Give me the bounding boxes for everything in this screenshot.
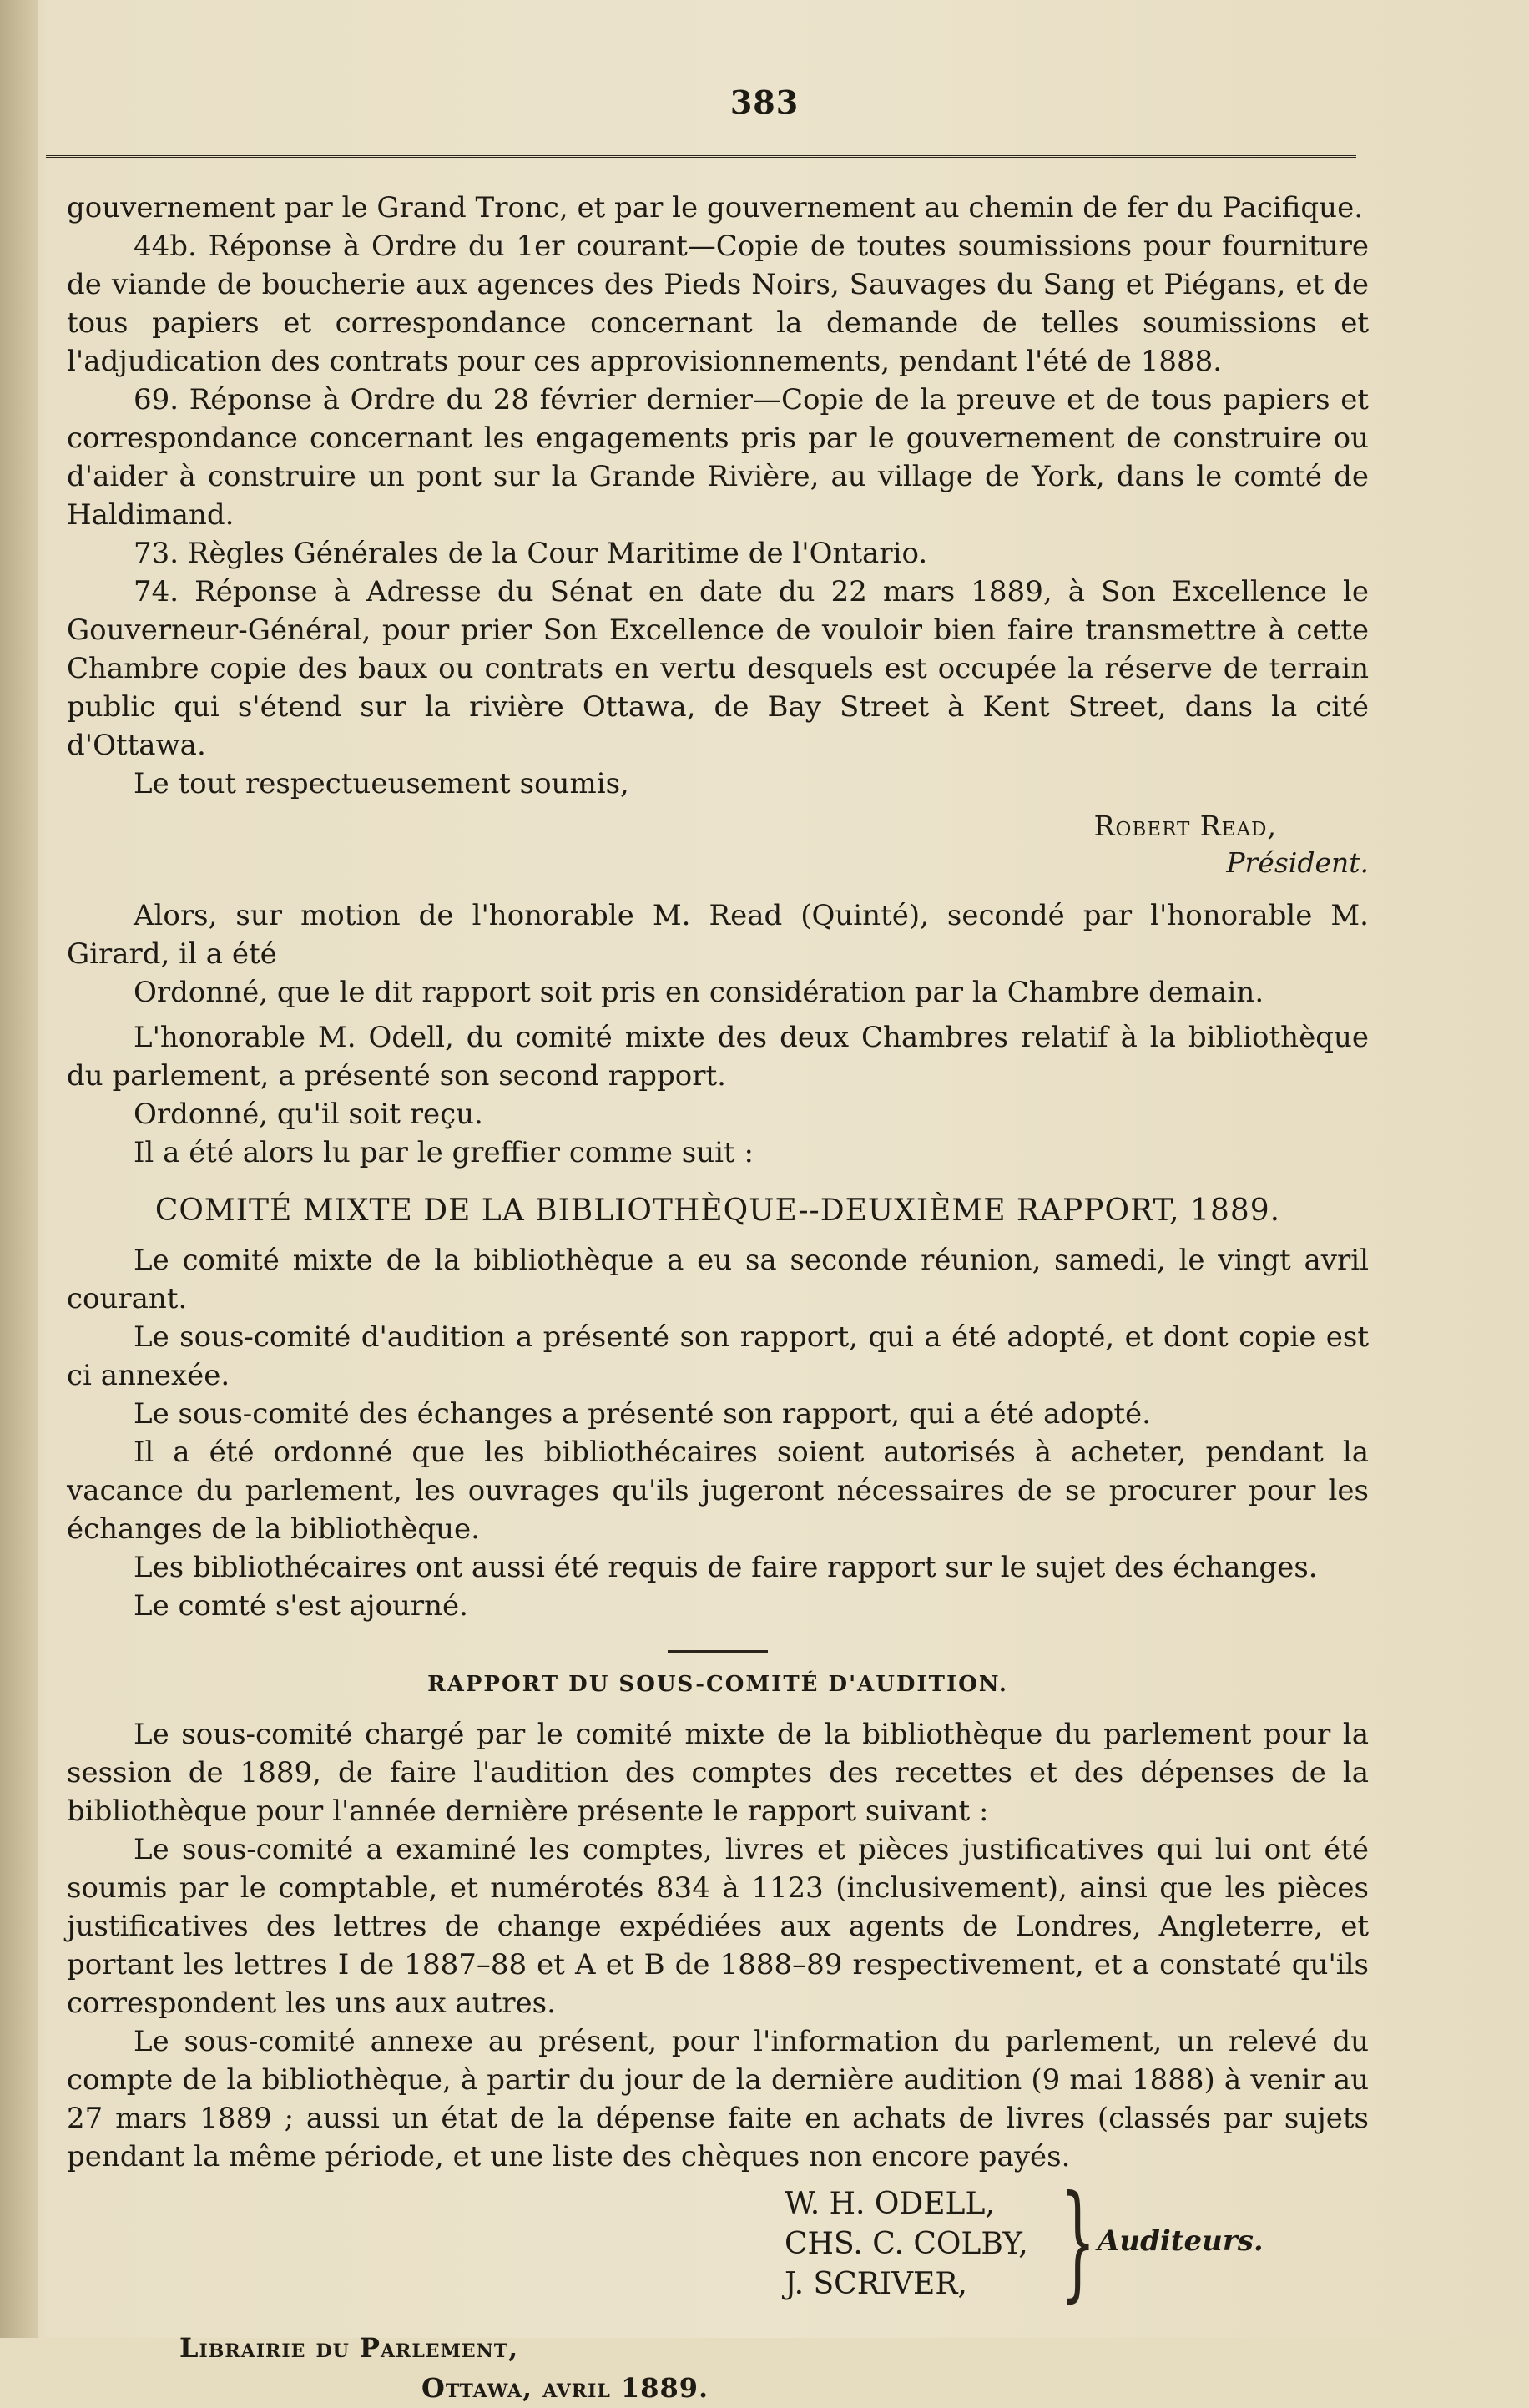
auditor-name: J. SCRIVER, — [785, 2267, 967, 2301]
brace-symbol: } — [1060, 2169, 1096, 2315]
paragraph: Le sous-comité d'audition a présenté son rapport, qui a été adopté, et dont copie est ci annexée. — [67, 1320, 1369, 1392]
auditors-label: Auditeurs. — [1098, 2224, 1264, 2258]
paragraph: Le comité mixte de la bibliothèque a eu sa seconde réunion, samedi, le vingt avril courant. — [67, 1244, 1369, 1315]
top-paragraphs — [67, 189, 1369, 803]
report-heading: COMITÉ MIXTE DE LA BIBLIOTHÈQUE--DEUXIÈME RAPPORT, 1889. — [154, 1194, 1281, 1228]
paragraph: Ordonné, que le dit rapport soit pris en considération par la Chambre demain. — [134, 976, 1264, 1009]
report-paragraphs — [67, 1241, 1369, 1625]
signature-title: Président. — [1226, 846, 1369, 879]
signature-name: Robert Read, — [1093, 810, 1277, 842]
paragraph: 73. Règles Générales de la Cour Maritime de l'Ontario. — [134, 537, 928, 570]
paragraph: Le tout respectueusement soumis, — [134, 767, 629, 800]
paragraph: L'honorable M. Odell, du comité mixte des deux Chambres relatif à la bibliothèque du parlement, a présenté son second rapport. — [67, 1021, 1369, 1093]
audit-paragraphs — [67, 1715, 1369, 2176]
paragraph: Le sous-comité a examiné les comptes, livres et pièces justificatives qui lui ont été soumis par le comptable, et numérotés 834 à 1123 (inclusivement), ainsi que les pièces justificatives des lettres de change expédiées aux agents de Londres, Angleterre, et portant les lettres I de 1887–88 et A et B de 1888–89 respectivement, et a constaté qu'ils correspondent les uns aux autres. — [67, 1833, 1369, 2020]
paragraph: 44b. Réponse à Ordre du 1er courant—Copie de toutes soumissions pour fourniture de viande de boucherie aux agences des Pieds Noirs, Sauvages du Sang et Piégans, et de tous papiers et correspondance concernant la demande de telles soumissions et l'adjudication des contrats pour ces approvisionnements, pendant l'été de 1888. — [67, 230, 1369, 378]
middle-paragraphs — [67, 896, 1369, 1172]
page-content — [67, 189, 1369, 2408]
paragraph: Les bibliothécaires ont aussi été requis de faire rapport sur le sujet des échanges. — [134, 1551, 1318, 1584]
header-rule — [46, 155, 1356, 158]
paragraph: Il a été alors lu par le greffier comme suit : — [134, 1136, 754, 1169]
paragraph: Le sous-comité des échanges a présenté son rapport, qui a été adopté. — [134, 1397, 1151, 1431]
date-line: Ottawa, avril 1889. — [421, 2372, 709, 2404]
place-date-block — [67, 2328, 1369, 2408]
binding-gutter — [0, 0, 38, 2338]
auditors-block — [785, 2169, 1369, 2315]
page-number: 383 — [729, 83, 800, 121]
auditor-name: CHS. C. COLBY, — [785, 2227, 1028, 2261]
paragraph: Il a été ordonné que les bibliothécaires soient autorisés à acheter, pendant la vacance du parlement, les ouvrages qu'ils jugeront nécessaires de se procurer pour les échanges de la bibliothèque. — [67, 1436, 1369, 1546]
paragraph: gouvernement par le Grand Tronc, et par le gouvernement au chemin de fer du Pacifique. — [67, 191, 1364, 225]
paragraph: Alors, sur motion de l'honorable M. Read (Quinté), secondé par l'honorable M. Girard, il a été — [67, 899, 1369, 971]
paragraph: 69. Réponse à Ordre du 28 février dernier—Copie de la preuve et de tous papiers et correspondance concernant les engagements pris par le gouvernement de construire ou d'aider à construire un pont sur la Grande Rivière, au village de York, dans le comté de Haldimand. — [67, 383, 1369, 532]
paragraph: 74. Réponse à Adresse du Sénat en date du 22 mars 1889, à Son Excellence le Gouverneur-Général, pour prier Son Excellence de vouloir bien faire transmettre à cette Chambre copie des baux ou contrats en vertu desquels est occupée la réserve de terrain public qui s'étend sur la rivière Ottawa, de Bay Street à Kent Street, dans la cité d'Ottawa. — [67, 575, 1369, 762]
place-line: Librairie du Parlement, — [179, 2332, 519, 2364]
paragraph: Ordonné, qu'il soit reçu. — [134, 1098, 483, 1131]
paragraph: Le sous-comité annexe au présent, pour l'information du parlement, un relevé du compte de la bibliothèque, à partir du jour de la dernière audition (9 mai 1888) à venir au 27 mars 1889 ; aussi un état de la dépense faite en achats de livres (classés par sujets pendant la même période, et une liste des chèques non encore payés. — [67, 2025, 1369, 2173]
audit-subheading: RAPPORT DU SOUS-COMITÉ D'AUDITION. — [427, 1672, 1008, 1697]
paragraph: Le sous-comité chargé par le comité mixte de la bibliothèque du parlement pour la session de 1889, de faire l'audition des comptes des recettes et des dépenses de la bibliothèque pour l'année dernière présente le rapport suivant : — [67, 1718, 1369, 1828]
paragraph: Le comté s'est ajourné. — [134, 1589, 468, 1623]
signature-block — [67, 808, 1369, 881]
auditor-name: W. H. ODELL, — [785, 2187, 995, 2221]
section-divider — [668, 1650, 768, 1653]
